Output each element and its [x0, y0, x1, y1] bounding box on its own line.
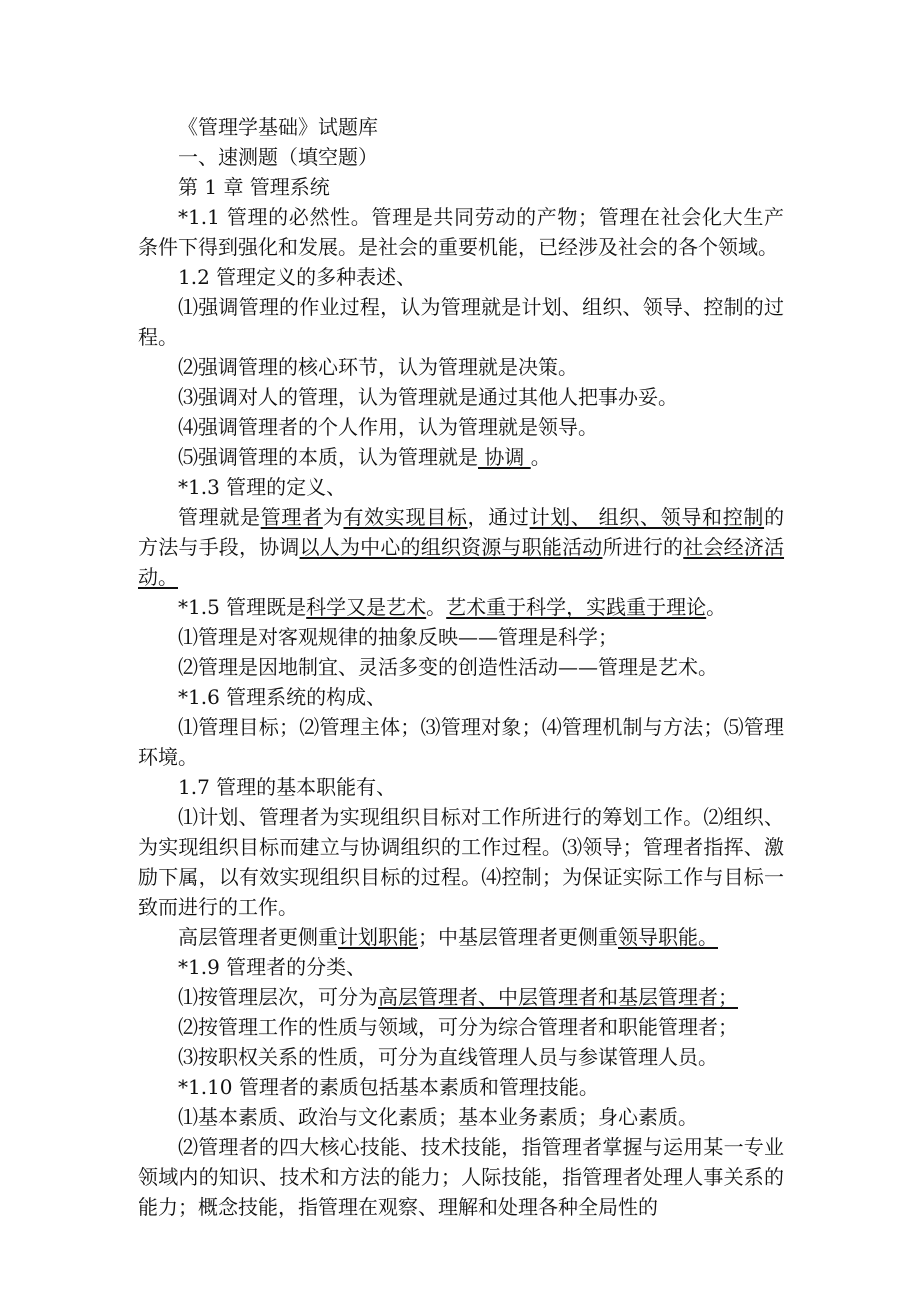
- paragraph-1-2-item-4: ⑷强调管理者的个人作用，认为管理就是领导。: [178, 415, 598, 439]
- paragraph-1-5: [138, 592, 784, 622]
- section-heading: 一、速测题（填空题）: [178, 145, 378, 169]
- paragraph-1-5-item-2: ⑵管理是因地制宜、灵活多变的创造性活动——管理是艺术。: [178, 655, 718, 679]
- paragraph-1-9: *1.9 管理者的分类、: [178, 955, 367, 979]
- paragraph-1-7-emphasis: [138, 922, 784, 952]
- text-segment: ；中基层管理者更侧重: [418, 925, 618, 949]
- paragraph-1-6: *1.6 管理系统的构成、: [178, 685, 387, 709]
- paragraph-1-10-item-1: ⑴基本素质、政治与文化素质；基本业务素质；身心素质。: [178, 1105, 698, 1129]
- paragraph-1-10: *1.10 管理者的素质包括基本素质和管理技能。: [178, 1075, 599, 1099]
- text-segment: 。: [706, 595, 727, 619]
- text-segment: 为: [322, 505, 344, 529]
- paragraph-1-2-item-3: ⑶强调对人的管理，认为管理就是通过其他人把事办妥。: [178, 385, 678, 409]
- text-segment: 所进行的: [602, 535, 684, 559]
- paragraph-1-9-item-2: ⑵按管理工作的性质与领域，可分为综合管理者和职能管理者；: [178, 1015, 738, 1039]
- paragraph-1-9-item-3: ⑶按职权关系的性质，可分为直线管理人员与参谋管理人员。: [178, 1045, 718, 1069]
- paragraph-1-3-definition: [138, 502, 784, 592]
- underlined-answer: 管理者: [260, 505, 323, 529]
- underlined-answer: 高层管理者、中层管理者和基层管理者；: [378, 985, 738, 1009]
- underlined-answer: 协调: [478, 445, 531, 469]
- underlined-answer: 科学又是艺术: [306, 595, 427, 619]
- underlined-answer: 计划、 组织、领导和控制: [529, 505, 765, 529]
- paragraph-1-5-item-1: ⑴管理是对客观规律的抽象反映——管理是科学；: [178, 625, 618, 649]
- paragraph-1-6-items: ⑴管理目标；⑵管理主体；⑶管理对象；⑷管理机制与方法；⑸管理环境。: [138, 715, 784, 769]
- text-segment: 高层管理者更侧重: [178, 925, 338, 949]
- paragraph-1-2-item-1: ⑴强调管理的作业过程，认为管理就是计划、组织、领导、控制的过程。: [138, 295, 784, 349]
- text-segment: 。: [530, 445, 551, 469]
- paragraph-1-2-item-5: [138, 442, 784, 472]
- document-body: [138, 112, 784, 1222]
- underlined-answer: 以人为中心的组织资源与职能活动: [299, 535, 603, 559]
- paragraph-1-3: *1.3 管理的定义、: [178, 475, 347, 499]
- text-segment: ，通过: [467, 505, 530, 529]
- underlined-answer: 社会经济活动。: [138, 535, 785, 589]
- paragraph-1-2-item-2: ⑵强调管理的核心环节，认为管理就是决策。: [178, 355, 578, 379]
- paragraph-1-7-items: ⑴计划、管理者为实现组织目标对工作所进行的筹划工作。⑵组织、为实现组织目标而建立与协调组织的工作过程。⑶领导；管理者指挥、激励下属，以有效实现组织目标的过程。⑷控制；为保证实际工作与目标一致而进行的工作。: [138, 805, 784, 919]
- text-segment: 的方法与手段，协调: [138, 505, 785, 559]
- text-segment: 管理就是: [178, 505, 261, 529]
- paragraph-1-1: *1.1 管理的必然性。管理是共同劳动的产物；管理在社会化大生产条件下得到强化和发展。是社会的重要机能，已经涉及社会的各个领域。: [138, 205, 784, 259]
- underlined-answer: 领导职能。: [618, 925, 718, 949]
- paragraph-1-2: 1.2 管理定义的多种表述、: [178, 265, 417, 289]
- text-segment: ⑴按管理层次，可分为: [178, 985, 378, 1009]
- underlined-answer: 艺术重于科学，实践重于理论: [446, 595, 707, 619]
- paragraph-1-9-item-1: [138, 982, 784, 1012]
- text-segment: 。: [426, 595, 447, 619]
- underlined-answer: 有效实现目标: [343, 505, 468, 529]
- document-title: 《管理学基础》试题库: [178, 115, 378, 139]
- chapter-heading: 第 1 章 管理系统: [178, 175, 330, 199]
- paragraph-1-7: 1.7 管理的基本职能有、: [178, 775, 397, 799]
- underlined-answer: 计划职能: [338, 925, 418, 949]
- text-segment: *1.5 管理既是: [178, 595, 307, 619]
- paragraph-1-10-item-2: ⑵管理者的四大核心技能、技术技能，指管理者掌握与运用某一专业领域内的知识、技术和方法的能力；人际技能，指管理者处理人事关系的能力；概念技能，指管理在观察、理解和处理各种全局性的: [138, 1135, 784, 1219]
- text-segment: ⑸强调管理的本质，认为管理就是: [178, 445, 478, 469]
